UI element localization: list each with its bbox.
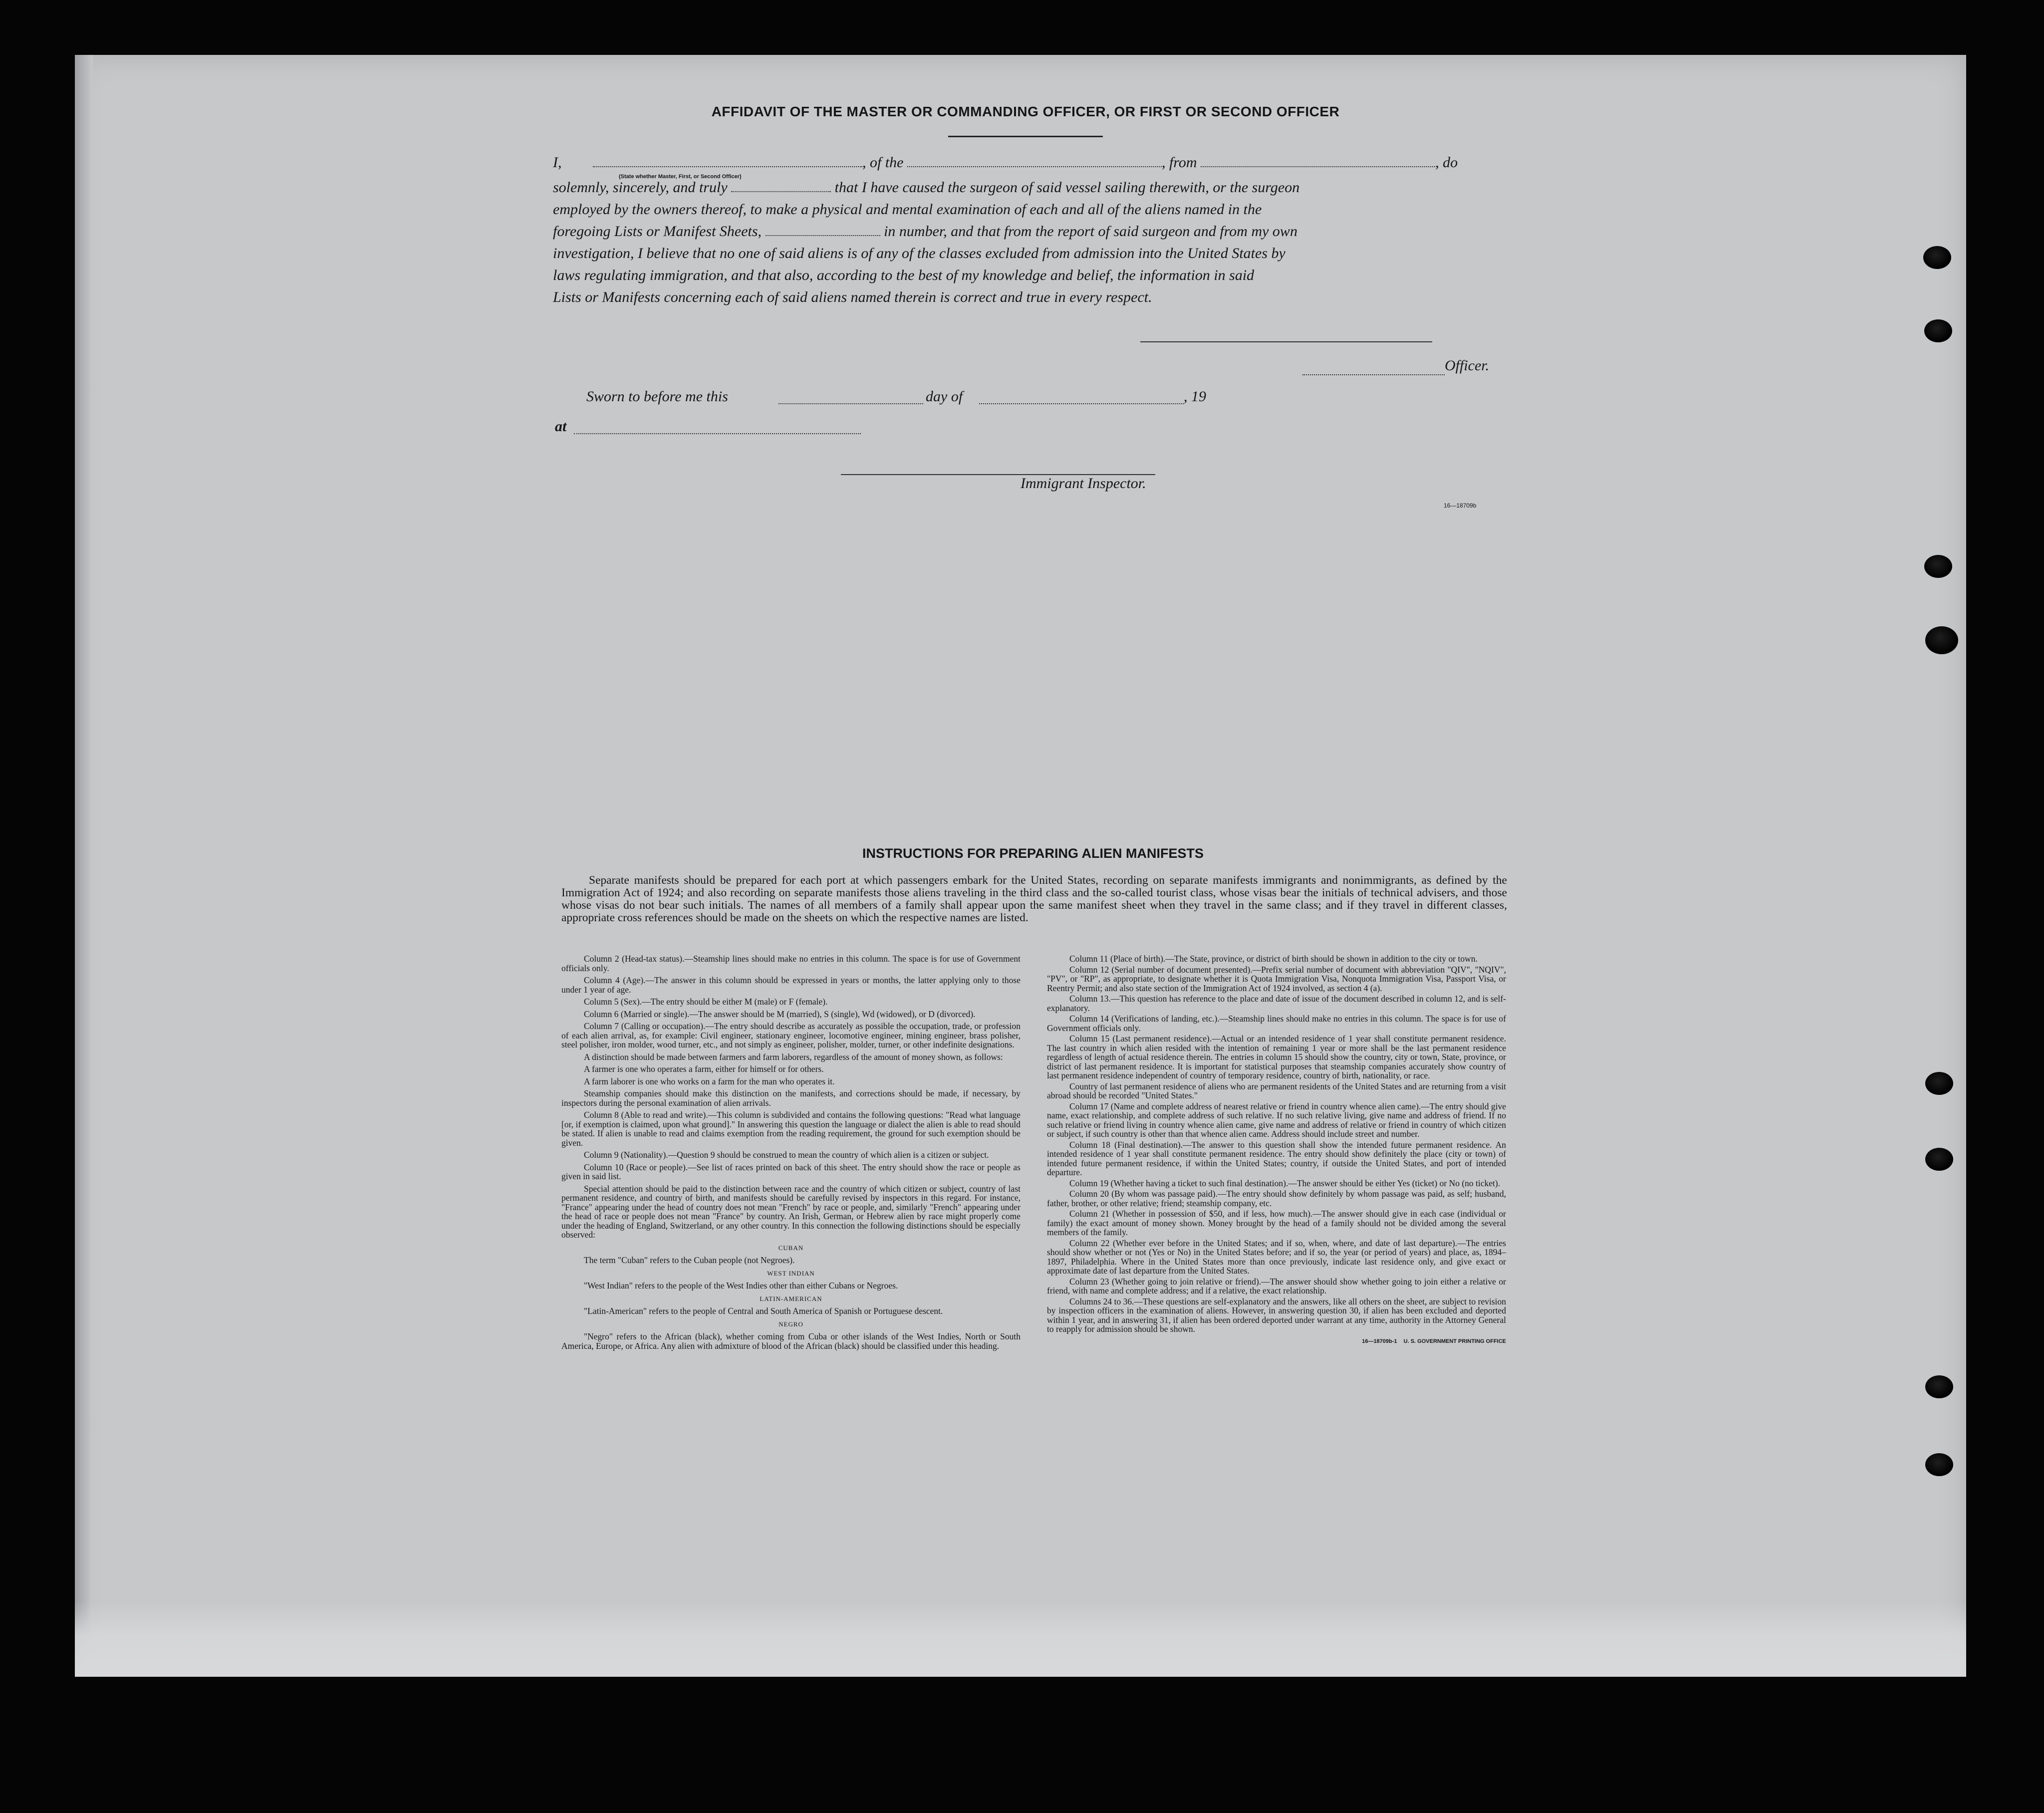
punch-hole-icon [1925, 1148, 1953, 1171]
affidavit-line-4: foregoing Lists or Manifest Sheets, in number, and that from the report of said surgeon and from my own [553, 223, 1297, 240]
punch-hole-icon [1925, 626, 1958, 654]
affidavit-line-5: investigation, I believe that no one of said aliens is of any of the classes excluded from admission into the United States by [553, 245, 1285, 261]
instruction-paragraph: Column 6 (Married or single).—The answer should be M (married), S (single), Wd (widowed), or D (divorced). [584, 1009, 976, 1019]
cuban-definition: The term "Cuban" refers to the Cuban people (not Negroes). [584, 1255, 795, 1265]
west-indian-heading: WEST INDIAN [767, 1269, 815, 1277]
instruction-paragraph: Column 12 (Serial number of document presented).—Prefix serial number of document with abbreviation "QIV", "NQIV", "PV", or "RP", as appropriate, to designate whether it is Quota Immigration Visa, Nonquota Immigration Visa, Passport Visa, or Reentry Permit; and also state section of the Immigration Act of 1924 involved, as section 4 (a). [1047, 964, 1506, 993]
instructions-left-column [561, 954, 1021, 1353]
sworn-day-field[interactable] [778, 402, 923, 404]
punch-hole-icon [1925, 1453, 1953, 1476]
instruction-paragraph: Column 5 (Sex).—The entry should be either M (male) or F (female). [584, 997, 828, 1007]
day-of-label: day of [926, 388, 963, 405]
title-divider [948, 136, 1103, 137]
negro-definition: "Negro" refers to the African (black), whether coming from Cuba or other islands of the West Indies, North or South America, Europe, or Africa. Any alien with admixture of blood of the African (black) should be classified under this heading. [561, 1331, 1021, 1351]
officer-rank-field[interactable] [593, 153, 862, 167]
instruction-paragraph: Column 2 (Head-tax status).—Steamship lines should make no entries in this column. The space is for use of Government officials only. [561, 954, 1021, 973]
affidavit-line-1: I, , of the , from , do [553, 154, 1458, 171]
affidavit-line-3: employed by the owners thereof, to make a physical and mental examination of each and all of the aliens named in the [553, 201, 1262, 218]
west-indian-definition: "West Indian" refers to the people of the West Indies other than either Cubans or Negroes. [584, 1281, 898, 1291]
punch-hole-icon [1925, 1072, 1953, 1095]
instruction-paragraph: Column 11 (Place of birth).—The State, province, or district of birth should be shown in addition to the city or town. [1069, 954, 1478, 964]
footer-form-code: 16—18709b-1 [1362, 1338, 1397, 1344]
instruction-paragraph: Column 17 (Name and complete address of nearest relative or friend in country whence alien came).—The entry should give name, exact relationship, and complete address of such relative. If no such relative living, give name and address of friend. If no such relative or friend living in country whence alien came, give name and address of relative or friend in country of which citizen or subject, if such country is other than that whence alien came. Address should include street and number. [1047, 1101, 1506, 1139]
punch-hole-icon [1924, 319, 1952, 342]
officer-rank-note: (State whether Master, First, or Second Officer) [619, 174, 742, 180]
inspector-label: Immigrant Inspector. [1021, 475, 1146, 492]
affidavit-line-6: laws regulating immigration, and that also, according to the best of my knowledge and belief, the information in said [553, 267, 1255, 283]
instruction-paragraph: A distinction should be made between farmers and farm laborers, regardless of the amount of money shown, as follows: [584, 1051, 1003, 1062]
oath-manner-field[interactable] [731, 178, 831, 192]
instruction-paragraph: Column 4 (Age).—The answer in this column should be expressed in years or months, the latter applying only to those under 1 year of age. [561, 975, 1021, 995]
instruction-paragraph: A farmer is one who operates a farm, either for himself or for others. [584, 1064, 824, 1074]
punch-hole-icon [1924, 555, 1952, 578]
affidavit-line-2: solemnly, sincerely, and truly that I have caused the surgeon of said vessel sailing therewith, or the surgeon [553, 179, 1300, 196]
instruction-paragraph: Column 14 (Verifications of landing, etc.).—Steamship lines should make no entries in this column. The space is for use of Government officials only. [1047, 1014, 1506, 1033]
negro-heading: NEGRO [778, 1320, 803, 1328]
instructions-title: INSTRUCTIONS FOR PREPARING ALIEN MANIFESTS [862, 846, 1204, 861]
sworn-label: Sworn to before me this [586, 388, 728, 405]
officer-rank-line[interactable] [1302, 373, 1445, 375]
instruction-paragraph: Column 18 (Final destination).—The answer to this question shall show the intended future permanent residence. An intended residence of 1 year shall constitute permanent residence. The entry should show definitely the place (city or town) of intended future permanent residence, if within the United States; country, if outside the United States, and port of intended departure. [1047, 1139, 1506, 1177]
instruction-paragraph: Column 21 (Whether in possession of $50, and if less, how much).—The answer should give in each case (individual or family) the exact amount of money shown. Money brought by the head of a family should not be divided among the several members of the family. [1047, 1209, 1506, 1237]
instructions-right-column [1047, 954, 1506, 1347]
sworn-month-field[interactable] [979, 402, 1184, 404]
officer-label: Officer. [1445, 357, 1490, 374]
vessel-name-field[interactable] [907, 153, 1162, 167]
latin-american-heading: LATIN-AMERICAN [760, 1295, 822, 1302]
instruction-paragraph: Steamship companies should make this distinction on the manifests, and corrections should be made, if necessary, by inspectors during the personal examination of alien arrivals. [561, 1088, 1021, 1108]
year-label: , 19 [1184, 388, 1206, 405]
cuban-heading: CUBAN [778, 1244, 804, 1252]
instruction-paragraph: Column 15 (Last permanent residence).—Actual or an intended residence of 1 year shall constitute permanent residence. The last country in which alien resided with the intention of remaining 1 year or more shall be the last permanent residence regardless of length of actual residence therein. The entries in column 15 should show the country, city or town, State, province, or district of last permanent residence. It is important for statistical purposes that steamship companies accurately show country of last permanent residence independent of country of temporary residence, country of birth, nationality, or race. [1047, 1034, 1506, 1080]
instruction-paragraph: Column 22 (Whether ever before in the United States; and if so, when, where, and date of last departure).—The entries should show whether or not (Yes or No) in the United States before; and if so, the year (or period of years) and place, as, 1894–1897, Philadelphia. Where in the United States more than once previously, indicate last residence only, and give exact or approximate date of last departure from the United States. [1047, 1238, 1506, 1276]
instruction-paragraph: Country of last permanent residence of aliens who are permanent residents of the United States and are returning from a visit abroad should be recorded "United States." [1047, 1081, 1506, 1100]
sheet-bottom-fold [75, 1602, 1966, 1677]
affidavit-line-7: Lists or Manifests concerning each of said aliens named therein is correct and true in every respect. [553, 289, 1152, 305]
sheet-left-edge [75, 55, 93, 1677]
instruction-paragraph: Column 13.—This question has reference to the place and date of issue of the document described in column 12, and is self-explanatory. [1047, 994, 1506, 1013]
instruction-paragraph: Column 10 (Race or people).—See list of races printed on back of this sheet. The entry should show the race or people as given in said list. [561, 1162, 1021, 1181]
punch-hole-icon [1923, 246, 1951, 269]
instruction-paragraph: Column 20 (By whom was passage paid).—The entry should show definitely by whom passage was paid, as self; husband, father, brother, or other relative; friend; steamship company, etc. [1047, 1189, 1506, 1208]
printing-office-label: U. S. GOVERNMENT PRINTING OFFICE [1403, 1338, 1506, 1344]
departure-port-field[interactable] [1201, 153, 1435, 167]
officer-signature-line[interactable] [1140, 341, 1432, 342]
instructions-intro: Separate manifests should be prepared for each port at which passengers embark for the United States, recording on separate manifests immigrants and nonimmigrants, as defined by the Immigration Act of 1924; and also recording on separate manifests those aliens traveling in the third class and the so-called tourist class, whose visas bear the initials of technical advisers, and those whose visas do not bear such initials. The names of all members of a family shall appear upon the same manifest sheet when they travel in the same class; and if they travel in different classes, appropriate cross references should be made on the sheets on which the respective names are listed. [561, 874, 1507, 924]
instruction-paragraph: Columns 24 to 36.—These questions are self-explanatory and the answers, like all others on the sheet, are subject to revision by inspection officers in the examination of aliens. However, in answering question 30, if alien has been excluded and deported within 1 year, and in answering 31, if alien has been ordered deported under warrant at any time, authority in the Attorney General to reapply for admission should be shown. [1047, 1296, 1506, 1334]
instruction-paragraph: Column 19 (Whether having a ticket to such final destination).—The answer should be either Yes (ticket) or No (no ticket). [1069, 1178, 1501, 1188]
instruction-paragraph: Special attention should be paid to the distinction between race and the country of which citizen or subject, country of last permanent residence, and country of birth, and manifests should be carefully revised by inspectors in this regard. For instance, "France" appearing under the head of country does not mean "French" by race or people, and, similarly "French" appearing under the head of race or people does not mean "France" by country. An Irish, German, or Hebrew alien by race might properly come under the heading of England, Switzerland, or any other country. In this connection the following distinctions should be especially observed: [561, 1183, 1021, 1240]
instruction-paragraph: Column 9 (Nationality).—Question 9 should be construed to mean the country of which alien is a citizen or subject. [584, 1150, 989, 1160]
latin-american-definition: "Latin-American" refers to the people of Central and South America of Spanish or Portuguese descent. [584, 1306, 943, 1316]
instruction-paragraph: Column 23 (Whether going to join relative or friend).—The answer should show whether going to join either a relative or friend, with name and complete address; and if a relative, the exact relationship. [1047, 1276, 1506, 1295]
affidavit-title: AFFIDAVIT OF THE MASTER OR COMMANDING OFFICER, OR FIRST OR SECOND OFFICER [711, 104, 1340, 119]
punch-hole-icon [1925, 1375, 1953, 1398]
sheet-count-field[interactable] [766, 222, 880, 236]
sworn-place-field[interactable] [574, 432, 861, 434]
affidavit-form-code: 16—18709b [1444, 502, 1477, 509]
at-label: at [555, 418, 567, 435]
print-footer [1047, 1335, 1506, 1346]
instruction-paragraph: A farm laborer is one who works on a farm for the man who operates it. [584, 1076, 835, 1086]
instruction-paragraph: Column 7 (Calling or occupation).—The entry should describe as accurately as possible the occupation, trade, or profession of each alien arrival, as, for example: Civil engineer, stationary engineer, locomotive engineer, mining engineer, brass polisher, steel polisher, iron molder, wood turner, etc., and not simply as engineer, polisher, molder, turner, or other indefinite designations. [561, 1021, 1021, 1049]
instruction-paragraph: Column 8 (Able to read and write).—This column is subdivided and contains the following questions: "Read what language [or, if exemption is claimed, upon what ground]." In answering this question the language or dialect the alien is able to read should be stated. If alien is unable to read and claims exemption from the reading requirement, the ground for such exemption should be given. [561, 1110, 1021, 1148]
